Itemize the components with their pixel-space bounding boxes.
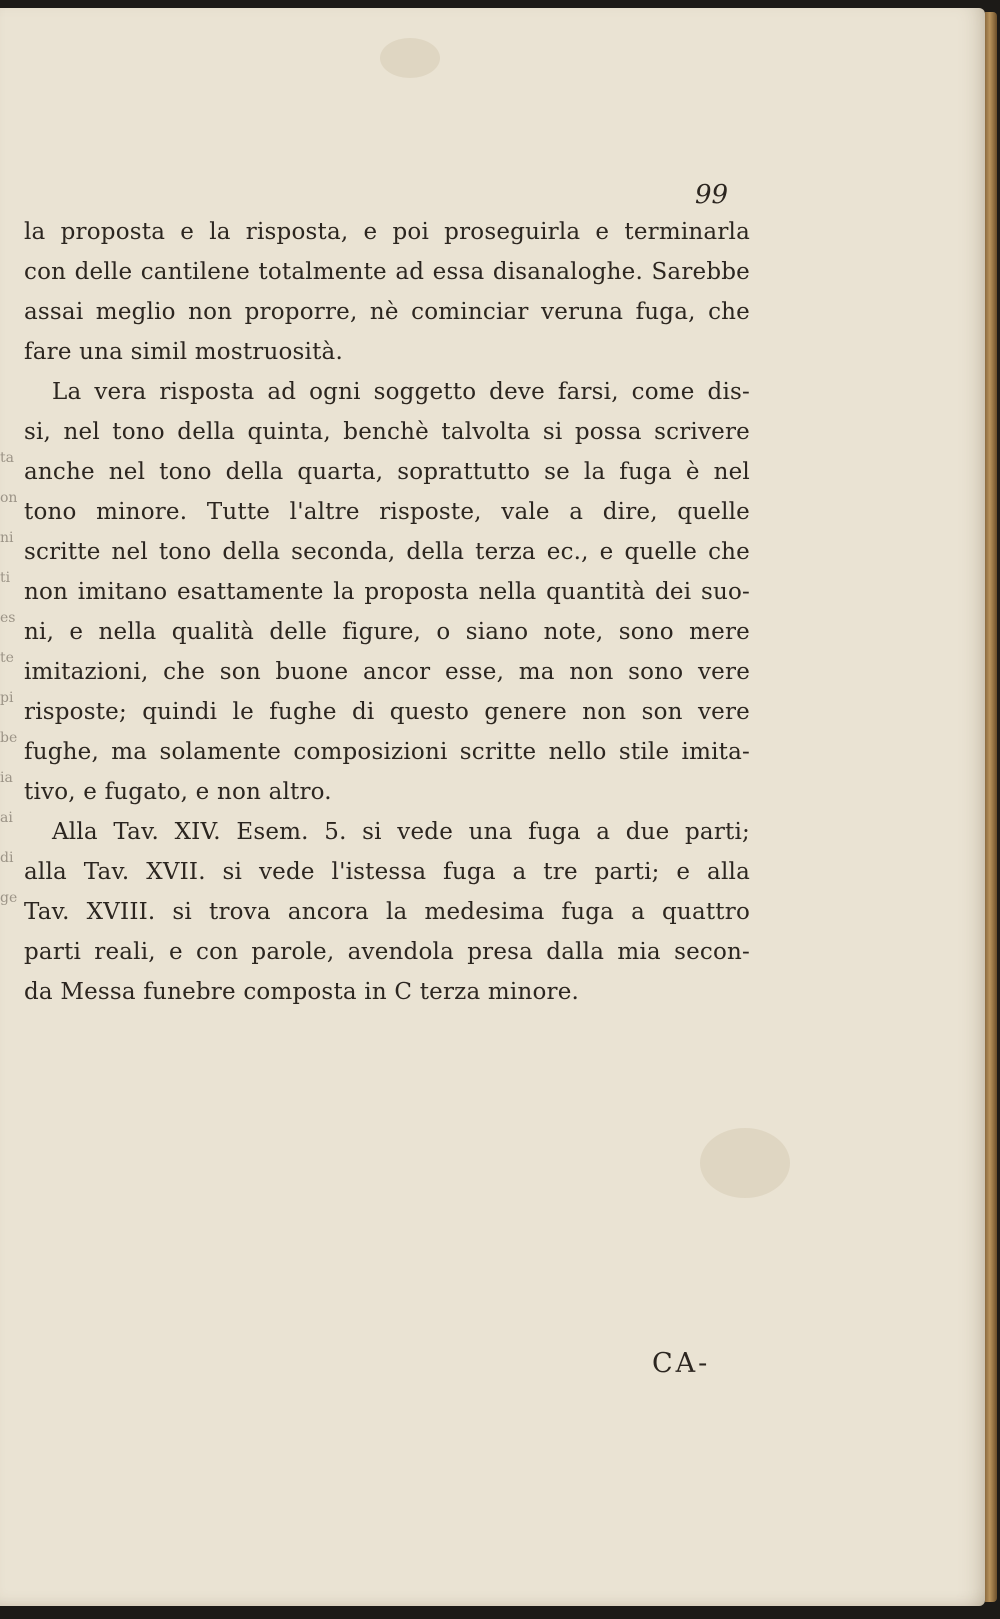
bleed-fragment: be: [0, 730, 18, 746]
text-line: scritte nel tono della seconda, della terza ec., e quelle che: [24, 539, 750, 565]
paragraph-1: [24, 212, 750, 372]
paper-stain: [700, 1128, 790, 1198]
text-line: tono minore. Tutte l'altre risposte, vale a dire, quelle: [24, 499, 750, 525]
text-line: tivo, e fugato, e non altro.: [24, 779, 332, 805]
text-line: risposte; quindi le fughe di questo genere non son vere: [24, 699, 750, 725]
bleed-fragment: ia: [0, 770, 13, 786]
text-line: alla Tav. XVII. si vede l'istessa fuga a tre parti; e alla: [24, 859, 750, 885]
bleed-through-margin: [0, 238, 20, 918]
bleed-fragment: ai: [0, 810, 13, 826]
paragraph-3: [24, 812, 750, 1012]
text-line: parti reali, e con parole, avendola presa dalla mia secon-: [24, 939, 750, 965]
text-line: da Messa funebre composta in C terza minore.: [24, 979, 580, 1005]
bleed-fragment: pi: [0, 690, 14, 706]
bleed-fragment: on: [0, 490, 18, 506]
bleed-fragment: te: [0, 650, 14, 666]
text-line: si, nel tono della quinta, benchè talvolta si possa scrivere: [24, 419, 750, 445]
bleed-fragment: ni: [0, 530, 14, 546]
text-line: anche nel tono della quarta, soprattutto se la fuga è nel: [24, 459, 750, 485]
text-line: imitazioni, che son buone ancor esse, ma non sono vere: [24, 659, 750, 685]
bleed-fragment: [0, 318, 20, 358]
text-line: fughe, ma solamente composizioni scritte nello stile imita-: [24, 739, 750, 765]
text-line: La vera risposta ad ogni soggetto deve farsi, come dis-: [52, 379, 750, 405]
body-text: [24, 212, 750, 1012]
paper-stain: [380, 38, 440, 78]
bleed-fragment: [0, 398, 20, 438]
text-line: Alla Tav. XIV. Esem. 5. si vede una fuga a due parti;: [52, 819, 750, 845]
text-line: fare una simil mostruosità.: [24, 339, 343, 365]
text-line: con delle cantilene totalmente ad essa disanaloghe. Sarebbe: [24, 259, 750, 285]
text-line: non imitano esattamente la proposta nella quantità dei suo-: [24, 579, 750, 605]
text-line: assai meglio non proporre, nè cominciar veruna fuga, che: [24, 299, 750, 325]
bleed-fragment: ge: [0, 890, 18, 906]
text-line: la proposta e la risposta, e poi proseguirla e terminarla: [24, 219, 750, 245]
bleed-fragment: ta: [0, 450, 14, 466]
catchword: CA-: [652, 1348, 711, 1379]
bleed-fragment: di: [0, 850, 14, 866]
bleed-fragment: es: [0, 610, 16, 626]
bleed-fragment: [0, 358, 20, 398]
paragraph-2: [24, 372, 750, 812]
text-line: Tav. XVIII. si trova ancora la medesima fuga a quattro: [24, 899, 750, 925]
book-edge: [985, 12, 997, 1602]
bleed-fragment: [0, 238, 20, 278]
bleed-fragment: ti: [0, 570, 11, 586]
paper-page: [0, 8, 985, 1606]
page-number: 99: [695, 180, 729, 210]
text-line: ni, e nella qualità delle figure, o siano note, sono mere: [24, 619, 750, 645]
bleed-fragment: [0, 278, 20, 318]
